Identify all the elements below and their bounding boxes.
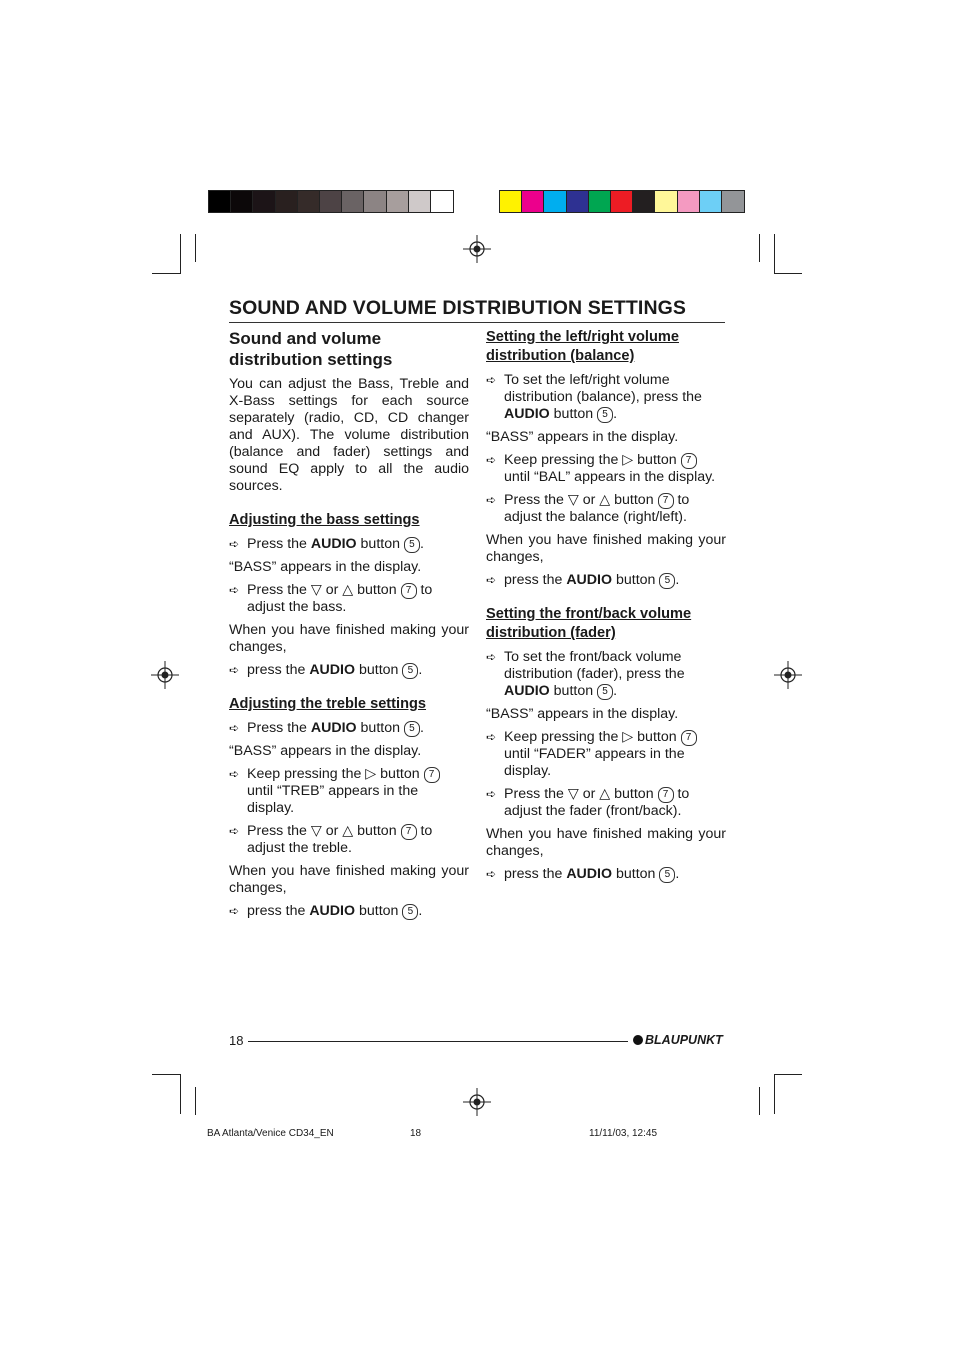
color-swatch [231, 191, 253, 212]
button-number-badge: 7 [681, 730, 697, 746]
display-note: “BASS” appears in the display. [486, 429, 679, 445]
display-note: “BASS” appears in the display. [229, 743, 422, 759]
color-swatch [409, 191, 431, 212]
crop-mark [180, 234, 181, 274]
brand-logo [633, 1033, 723, 1047]
intro-paragraph: You can adjust the Bass, Treble and X-Bass settings for each source separately (radio, CD, CD changer and AUX). The volume distribution (balance and fader) settings and sound EQ apply to all the audio sources. [229, 376, 469, 494]
audio-button-label: AUDIO [566, 866, 613, 882]
color-swatch [700, 191, 722, 212]
slug-date: 11/11/03, 12:45 [589, 1128, 658, 1139]
gray-calibration-strip [208, 190, 454, 213]
color-swatch [253, 191, 275, 212]
step-item: ➪ press the AUDIO button 5 . [229, 903, 423, 919]
step-item: ➪ press the AUDIO button 5 . [486, 866, 680, 882]
arrow-right-icon: ➪ [229, 767, 240, 781]
button-number-badge: 7 [658, 493, 674, 509]
arrow-right-icon: ➪ [486, 867, 497, 881]
arrow-right-icon: ➪ [486, 787, 497, 801]
audio-button-label: AUDIO [310, 536, 357, 552]
arrow-right-icon: ➪ [486, 373, 497, 387]
finish-note: When you have finished making your changes, [229, 863, 469, 896]
color-swatch [589, 191, 611, 212]
display-note: “BASS” appears in the display. [486, 706, 679, 722]
button-number-badge: 5 [597, 684, 613, 700]
brand-dot-icon [633, 1035, 643, 1045]
bass-settings-heading: Adjusting the bass settings [229, 512, 420, 528]
button-number-badge: 5 [402, 663, 418, 679]
arrow-right-icon: ➪ [486, 493, 497, 507]
step-item: ➪ Press the AUDIO button 5 . [229, 720, 424, 736]
color-swatch [544, 191, 566, 212]
step-item: ➪ To set the left/right volume distribution (balance), press the AUDIO button 5 . [486, 372, 702, 422]
button-number-badge: 5 [404, 721, 420, 737]
footer-divider [248, 1041, 628, 1042]
color-swatch [567, 191, 589, 212]
color-swatch [678, 191, 700, 212]
step-item: ➪ Keep pressing the ▷ button 7 until “TREB” appears in the display. [229, 766, 469, 817]
audio-button-label: AUDIO [309, 903, 356, 919]
color-swatch [298, 191, 320, 212]
step-item: ➪ press the AUDIO button 5 . [486, 572, 680, 588]
fader-settings-heading: Setting the front/back volume distribution (fader) [486, 606, 692, 641]
color-swatch [364, 191, 386, 212]
button-number-badge: 5 [659, 573, 675, 589]
arrow-right-icon: ➪ [229, 663, 240, 677]
arrow-right-icon: ➪ [229, 583, 240, 597]
audio-button-label: AUDIO [504, 683, 550, 699]
display-note: “BASS” appears in the display. [229, 559, 422, 575]
registration-target-icon [463, 235, 491, 263]
arrow-right-icon: ➪ [486, 453, 497, 467]
crop-mark [774, 234, 775, 274]
color-swatch [500, 191, 522, 212]
crop-mark [152, 1074, 181, 1075]
crop-mark [774, 1074, 802, 1075]
registration-target-icon [151, 661, 179, 689]
arrow-right-icon: ➪ [229, 824, 240, 838]
crop-mark [195, 234, 196, 262]
audio-button-label: AUDIO [310, 720, 357, 736]
button-number-badge: 7 [424, 767, 440, 783]
audio-button-label: AUDIO [504, 406, 550, 422]
color-swatch [209, 191, 231, 212]
left-column [229, 328, 469, 926]
arrow-right-icon: ➪ [229, 537, 240, 551]
treble-settings-heading: Adjusting the treble settings [229, 696, 427, 712]
color-swatch [276, 191, 298, 212]
color-swatch [342, 191, 364, 212]
step-item: ➪ Press the ▽ or △ button 7 to adjust the balance (right/left). [486, 492, 690, 525]
finish-note: When you have finished making your changes, [229, 622, 469, 655]
section-heading: Sound and volume distribution settings [229, 329, 393, 369]
slug-filename: BA Atlanta/Venice CD34_EN [207, 1128, 334, 1139]
page-number: 18 [229, 1033, 244, 1048]
button-number-badge: 5 [659, 867, 675, 883]
arrow-right-icon: ➪ [486, 650, 497, 664]
audio-button-label: AUDIO [566, 572, 613, 588]
registration-target-icon [463, 1088, 491, 1116]
crop-mark [180, 1074, 181, 1114]
step-item: ➪ To set the front/back volume distribution (fader), press the AUDIO button 5 . [486, 649, 685, 699]
button-number-badge: 7 [658, 787, 674, 803]
crop-mark [195, 1087, 196, 1115]
color-swatch [431, 191, 453, 212]
arrow-right-icon: ➪ [486, 573, 497, 587]
crop-mark [774, 1074, 775, 1114]
step-item: ➪ Press the ▽ or △ button 7 to adjust the bass. [229, 582, 433, 615]
color-swatch [611, 191, 633, 212]
button-number-badge: 5 [404, 537, 420, 553]
step-item: ➪ Keep pressing the ▷ button 7 until “FADER” appears in the display. [486, 729, 726, 780]
color-calibration-strip [499, 190, 745, 213]
finish-note: When you have finished making your changes, [486, 826, 726, 859]
button-number-badge: 7 [681, 453, 697, 469]
button-number-badge: 7 [401, 824, 417, 840]
color-swatch [655, 191, 677, 212]
arrow-right-icon: ➪ [486, 730, 497, 744]
button-number-badge: 5 [402, 904, 418, 920]
color-swatch [522, 191, 544, 212]
arrow-right-icon: ➪ [229, 721, 240, 735]
balance-settings-heading: Setting the left/right volume distribution (balance) [486, 329, 679, 364]
color-swatch [387, 191, 409, 212]
step-item: ➪ Keep pressing the ▷ button 7 until “BAL” appears in the display. [486, 452, 716, 485]
step-item: ➪ press the AUDIO button 5 . [229, 662, 423, 678]
color-swatch [320, 191, 342, 212]
crop-mark [152, 273, 181, 274]
slug-page: 18 [410, 1128, 422, 1139]
color-swatch [633, 191, 655, 212]
color-swatch [722, 191, 744, 212]
button-number-badge: 7 [401, 583, 417, 599]
crop-mark [759, 234, 760, 262]
right-column [486, 328, 726, 889]
button-number-badge: 5 [597, 407, 613, 423]
finish-note: When you have finished making your changes, [486, 532, 726, 565]
step-item: ➪ Press the ▽ or △ button 7 to adjust the fader (front/back). [486, 786, 690, 819]
brand-name: BLAUPUNKT [645, 1033, 723, 1047]
registration-target-icon [774, 661, 802, 689]
audio-button-label: AUDIO [309, 662, 356, 678]
arrow-right-icon: ➪ [229, 904, 240, 918]
crop-mark [759, 1087, 760, 1115]
step-item: ➪ Press the AUDIO button 5 . [229, 536, 424, 552]
page-title: SOUND AND VOLUME DISTRIBUTION SETTINGS [229, 296, 725, 323]
crop-mark [774, 273, 802, 274]
step-item: ➪ Press the ▽ or △ button 7 to adjust the treble. [229, 823, 433, 856]
